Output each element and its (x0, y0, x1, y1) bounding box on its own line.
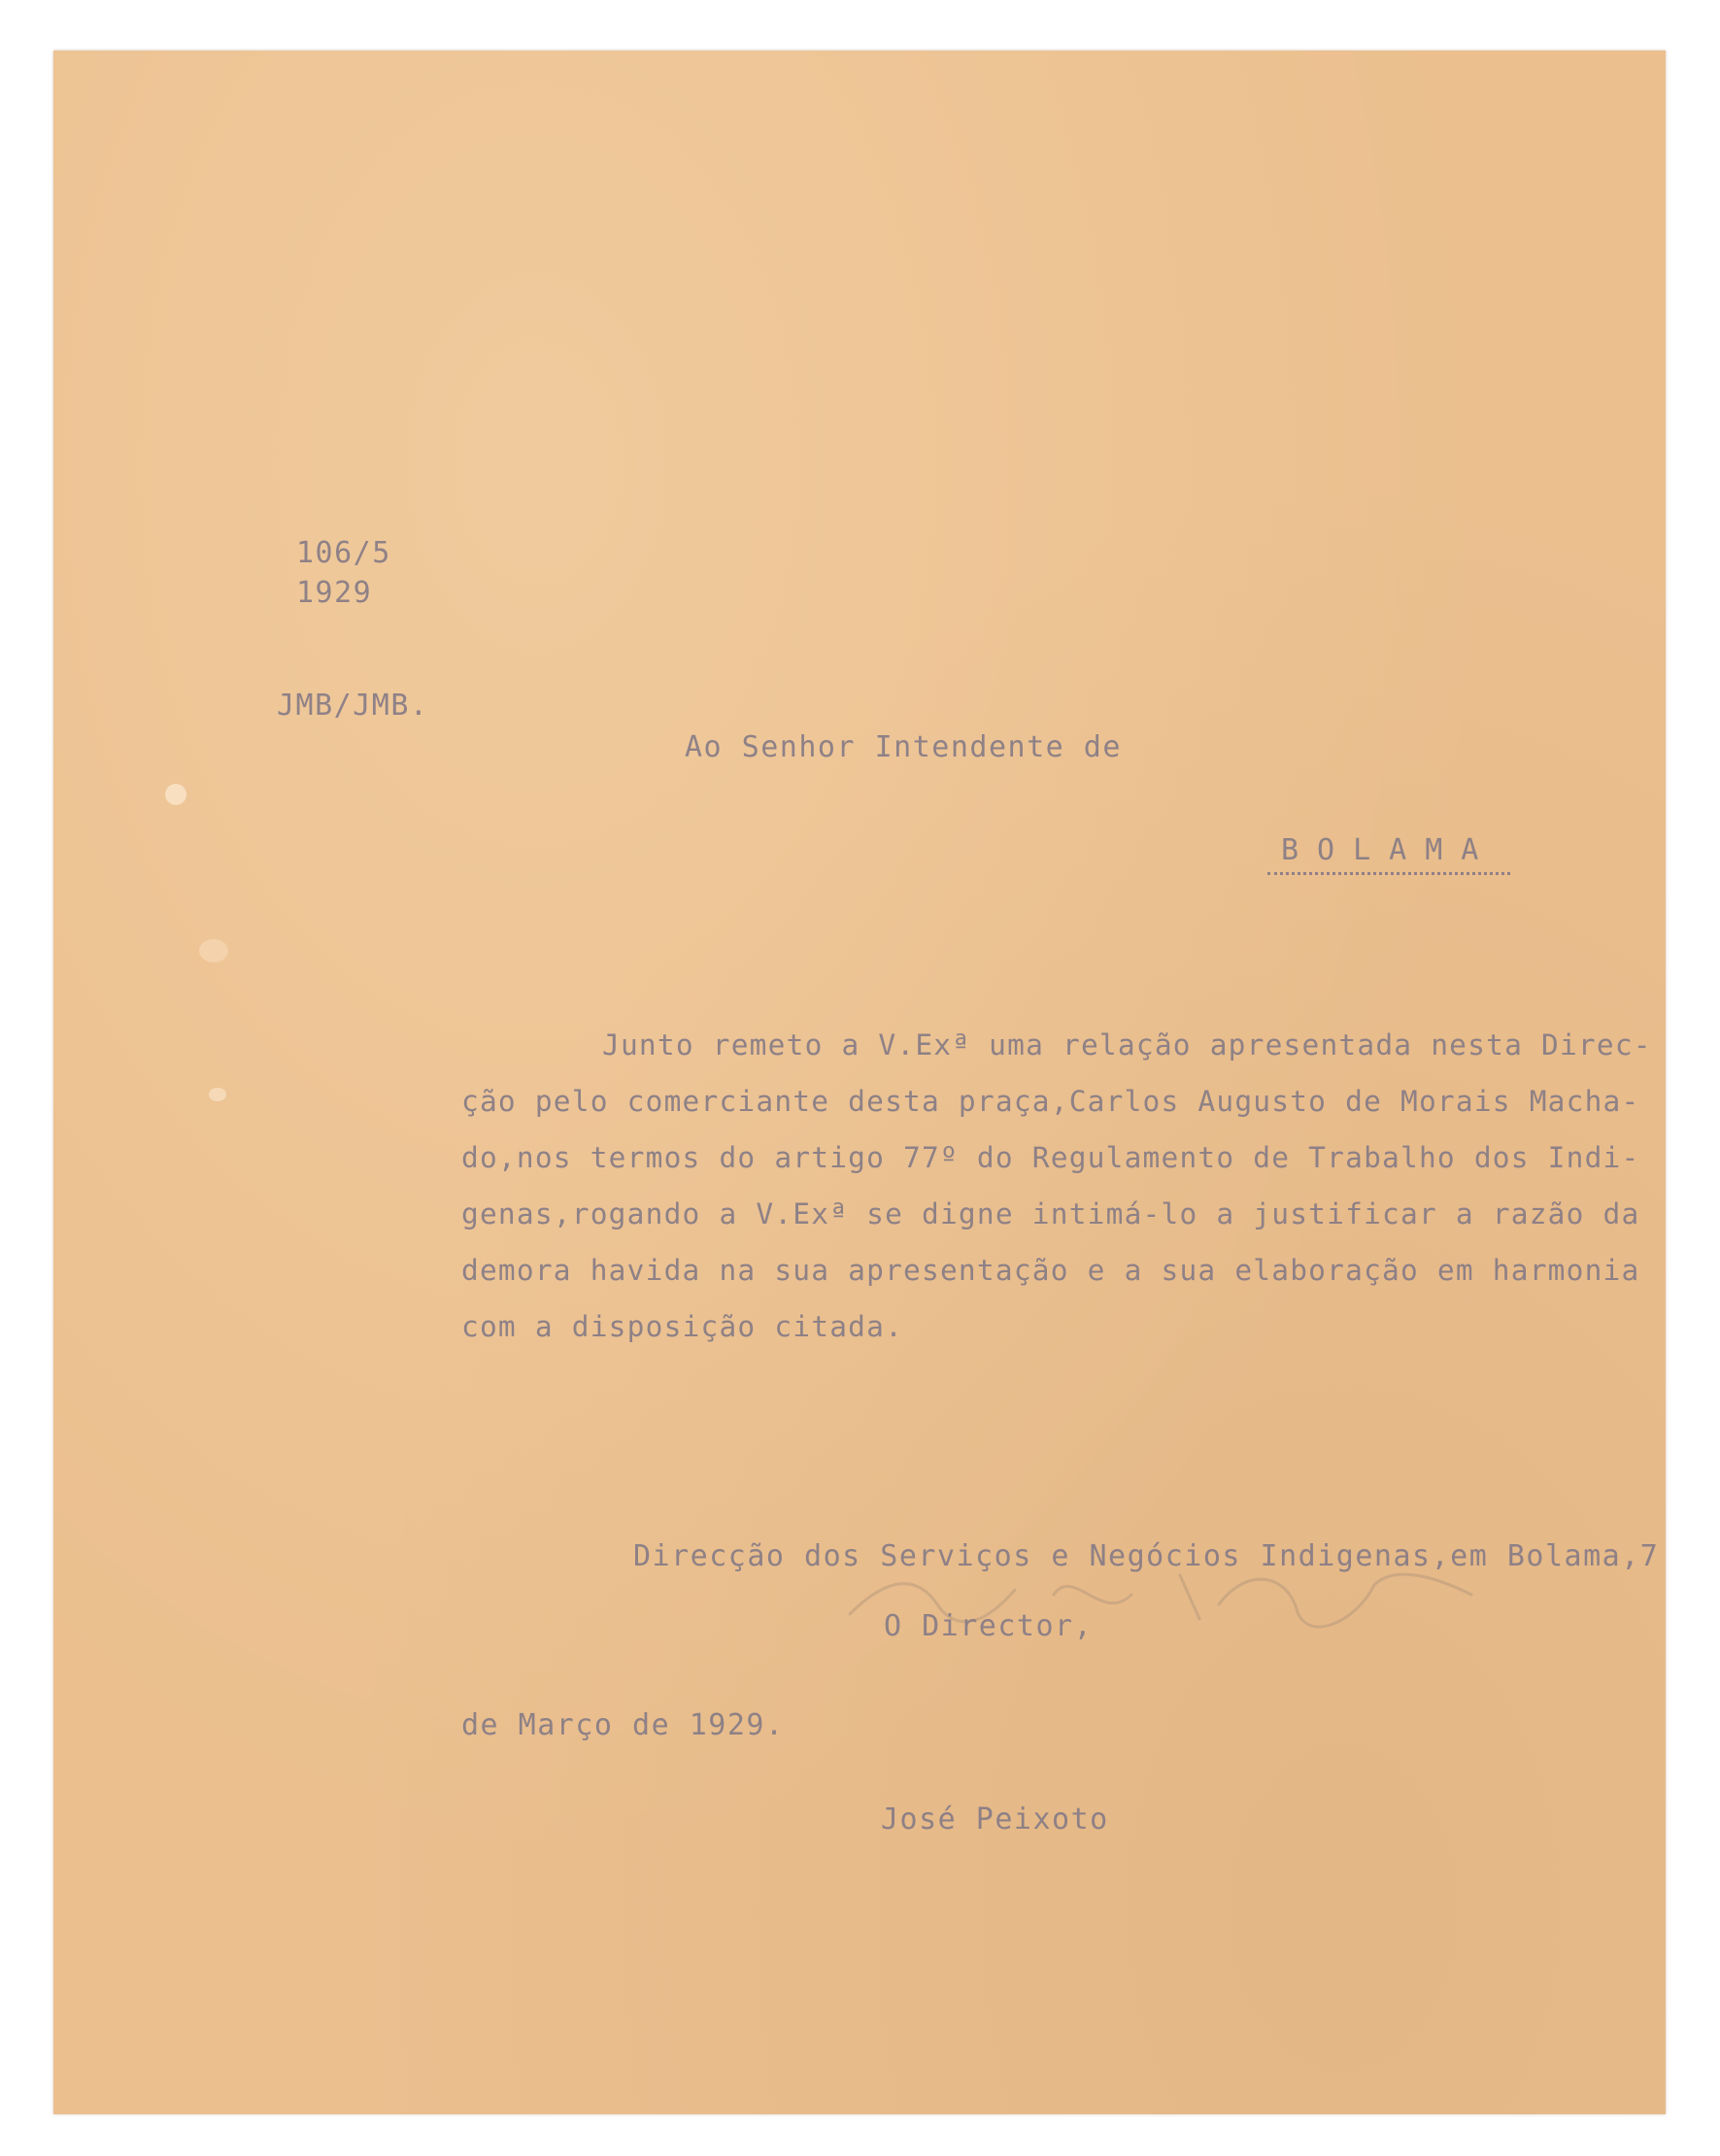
addressee-place: BOLAMA (1267, 833, 1510, 875)
body-line: Junto remeto a V.Exª uma relação apresentada nesta Direc- (602, 1028, 1652, 1061)
paper-stain (209, 1088, 226, 1101)
reference-number: 106/5 (296, 536, 391, 570)
signer-name: José Peixoto (881, 1802, 1109, 1836)
addressee-salutation: Ao Senhor Intendente de (685, 730, 1122, 764)
body-line: com a disposição citada. (461, 1310, 904, 1343)
paper-stain (165, 784, 186, 805)
closing-line: de Março de 1929. (461, 1708, 785, 1742)
body-line: genas,rogando a V.Exª se digne intimá-lo a justificar a razão da (461, 1197, 1640, 1230)
body-line: do,nos termos do artigo 77º do Regulamento de Trabalho dos Indi- (461, 1141, 1640, 1174)
letter-body (461, 1017, 1714, 1355)
reference-year: 1929 (296, 576, 373, 610)
body-line: ção pelo comerciante desta praça,Carlos Augusto de Morais Macha- (461, 1085, 1640, 1118)
typist-initials: JMB/JMB. (277, 689, 429, 723)
document-sheet (53, 51, 1666, 2114)
body-line: demora havida na sua apresentação e a sua elaboração em harmonia (461, 1254, 1640, 1287)
paper-stain (199, 939, 228, 962)
closing-line: Direcção dos Serviços e Negócios Indigenas,em Bolama,7 (633, 1539, 1660, 1573)
signoff-title: O Director, (884, 1609, 1094, 1643)
